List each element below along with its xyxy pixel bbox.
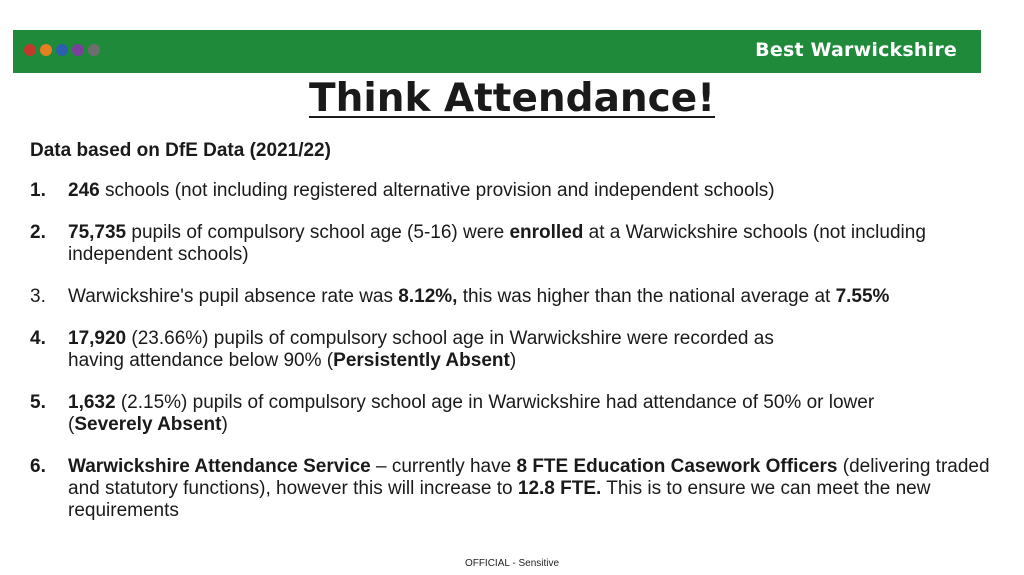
- emphasis-text: 17,920: [68, 328, 127, 349]
- subheading: Data based on DfE Data (2021/22): [30, 140, 331, 161]
- list-item-text: [68, 328, 1000, 372]
- list-item-text: [68, 222, 1000, 266]
- list-item-number: 5.: [30, 392, 46, 413]
- body-text: (23.66%) pupils of compulsory school age in Warwickshire were recorded as: [126, 328, 774, 349]
- emphasis-text: 7.55%: [835, 286, 890, 307]
- list-item-text: [68, 392, 1000, 436]
- body-text: Warwickshire's pupil absence rate was: [68, 286, 399, 307]
- body-text: ): [221, 414, 228, 435]
- emphasis-text: 8.12%,: [398, 286, 458, 307]
- list-item: [30, 328, 1000, 372]
- body-text: having attendance below 90% (: [68, 350, 334, 371]
- logo-dot: [24, 44, 36, 56]
- body-text: at a Warwickshire schools (not including independent schools): [68, 222, 926, 265]
- body-text: This is to ensure we can meet the new requirements: [68, 478, 931, 521]
- emphasis-text: Persistently Absent: [333, 350, 510, 371]
- list-item-number: 4.: [30, 328, 46, 349]
- list-item-text: [68, 286, 1000, 308]
- classification-footer: OFFICIAL - Sensitive: [464, 558, 560, 569]
- logo-dot: [40, 44, 52, 56]
- list-item-text: [68, 456, 1000, 522]
- list-item: [30, 456, 1000, 522]
- list-item-number: 2.: [30, 222, 46, 243]
- emphasis-text: 75,735: [68, 222, 127, 243]
- facts-list: [30, 180, 1000, 542]
- logo-dot: [88, 44, 100, 56]
- page-title: [0, 76, 1024, 122]
- logo-dots: [24, 44, 100, 56]
- body-text: – currently have: [370, 456, 517, 477]
- list-item: [30, 180, 1000, 202]
- brand-logo-text: Best Warwickshire: [755, 39, 957, 61]
- list-item: [30, 286, 1000, 308]
- logo-dot: [56, 44, 68, 56]
- emphasis-text: 8 FTE Education Casework Officers: [516, 456, 838, 477]
- body-text: (2.15%) pupils of compulsory school age in Warwickshire had attendance of 50% or lower: [115, 392, 875, 413]
- emphasis-text: Warwickshire Attendance Service: [68, 456, 371, 477]
- body-text: ): [509, 350, 517, 371]
- logo-dot: [72, 44, 84, 56]
- body-text: (delivering traded and statutory functions), however this will increase to: [68, 456, 990, 499]
- list-item-number: 6.: [30, 456, 46, 477]
- body-text: (: [68, 414, 75, 435]
- emphasis-text: 246: [68, 180, 100, 201]
- body-text: this was higher than the national average at: [457, 286, 836, 307]
- emphasis-text: 1,632: [68, 392, 116, 413]
- list-item-number: 3.: [30, 286, 46, 307]
- page-title-text: Think Attendance!: [308, 76, 716, 121]
- body-text: schools (not including registered alternative provision and independent schools): [99, 180, 775, 201]
- header-banner: [13, 30, 981, 73]
- emphasis-text: 12.8 FTE.: [517, 478, 602, 499]
- list-item: [30, 392, 1000, 436]
- list-item-text: [68, 180, 1000, 202]
- emphasis-text: enrolled: [509, 222, 584, 243]
- list-item: [30, 222, 1000, 266]
- emphasis-text: Severely Absent: [74, 414, 222, 435]
- body-text: pupils of compulsory school age (5-16) were: [126, 222, 510, 243]
- list-item-number: 1.: [30, 180, 46, 201]
